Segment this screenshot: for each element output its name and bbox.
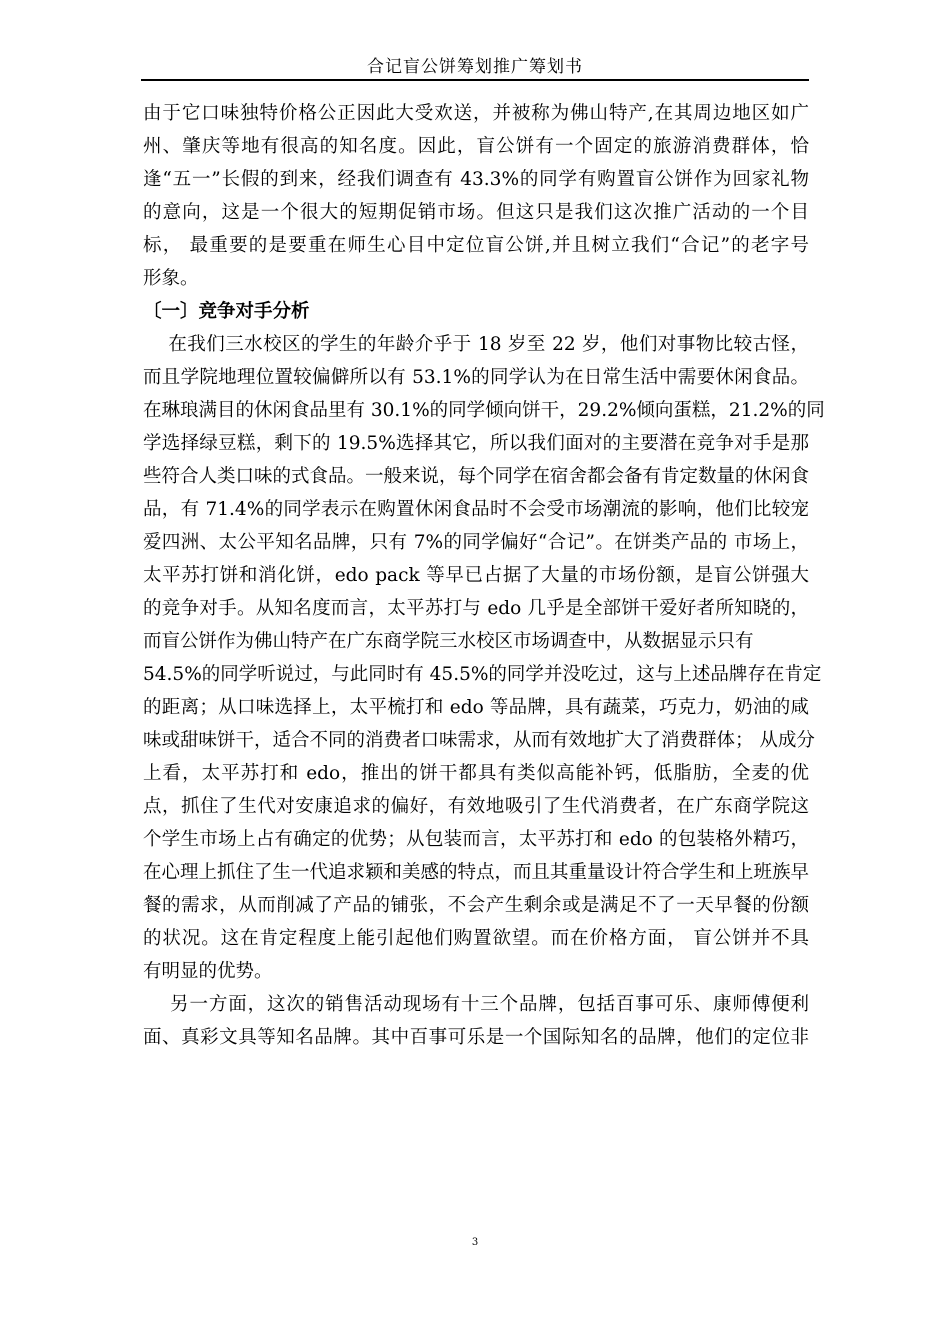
text-line: 在心理上抓住了生一代追求颖和美感的特点，而且其重量设计符合学生和上班族早 — [143, 862, 810, 883]
text-line: 而盲公饼作为佛山特产在广东商学院三水校区市场调查中，从数据显示只有 — [143, 631, 754, 652]
text-line: 学选择绿豆糕，剩下的 19.5%选择其它，所以我们面对的主要潜在竞争对手是那 — [143, 433, 809, 454]
text-line: 点，抓住了生代对安康追求的偏好，有效地吸引了生代消费者，在广东商学院这 — [143, 796, 809, 817]
page-number: 3 — [471, 1237, 479, 1248]
text-line: 味或甜味饼干，适合不同的消费者口味需求，从而有效地扩大了消费群体； 从成分 — [143, 730, 815, 751]
text-line: 标， 最重要的是要重在师生心目中定位盲公饼,并且树立我们“合记”的老字号 — [143, 235, 809, 256]
text-line: 有明显的优势。 — [143, 961, 273, 982]
text-line: 面、真彩文具等知名品牌。其中百事可乐是一个国际知名的品牌，他们的定位非 — [143, 1027, 809, 1048]
header-rule — [141, 79, 809, 81]
text-line: 的竞争对手。从知名度而言，太平苏打与 edo 几乎是全部饼干爱好者所知晓的， — [143, 598, 809, 619]
text-line: 品，有 71.4%的同学表示在购置休闲食品时不会受市场潮流的影响，他们比较宠 — [143, 499, 809, 520]
text-line: 的距离；从口味选择上，太平梳打和 edo 等品牌，具有蔬菜，巧克力，奶油的咸 — [143, 697, 809, 718]
text-line: 的意向，这是一个很大的短期促销市场。但这只是我们这次推广活动的一个目 — [143, 202, 809, 223]
text-line: 另一方面，这次的销售活动现场有十三个品牌，包括百事可乐、康师傅便利 — [143, 994, 809, 1015]
text-line: 餐的需求，从而削减了产品的铺张，不会产生剩余或是满足不了一天早餐的份额 — [143, 895, 809, 916]
text-line: 逢“五一”长假的到来，经我们调查有 43.3%的同学有购置盲公饼作为回家礼物 — [143, 169, 809, 190]
running-header: 合记盲公饼筹划推广筹划书 — [367, 57, 583, 77]
text-line: 在琳琅满目的休闲食品里有 30.1%的同学倾向饼干，29.2%倾向蛋糕，21.2%的同 — [143, 400, 825, 421]
text-line: 太平苏打饼和消化饼，edo pack 等早已占据了大量的市场份额，是盲公饼强大 — [143, 565, 809, 586]
text-line: 54.5%的同学听说过，与此同时有 45.5%的同学并没吃过，这与上述品牌存在肯定 — [143, 664, 822, 685]
text-line: 个学生市场上占有确定的优势；从包装而言，太平苏打和 edo 的包装格外精巧， — [143, 829, 809, 850]
text-line: 在我们三水校区的学生的年龄介乎于 18 岁至 22 岁，他们对事物比较古怪， — [143, 334, 809, 355]
section-heading: 〔一〕竞争对手分析 — [143, 301, 310, 322]
text-line: 而且学院地理位置较偏僻所以有 53.1%的同学认为在日常生活中需要休闲食品。 — [143, 367, 809, 388]
text-line: 些符合人类口味的式食品。一般来说，每个同学在宿舍都会备有肯定数量的休闲食 — [143, 466, 810, 487]
text-line: 爱四洲、太公平知名品牌，只有 7%的同学偏好“合记”。在饼类产品的 市场上， — [143, 532, 809, 553]
text-line: 州、肇庆等地有很高的知名度。因此，盲公饼有一个固定的旅游消费群体，恰 — [143, 136, 809, 157]
text-line: 形象。 — [143, 268, 199, 289]
text-line: 由于它口味独特价格公正因此大受欢送，并被称为佛山特产,在其周边地区如广 — [143, 103, 809, 124]
text-line: 的状况。这在肯定程度上能引起他们购置欲望。而在价格方面， 盲公饼并不具 — [143, 928, 809, 949]
text-line: 上看，太平苏打和 edo，推出的饼干都具有类似高能补钙，低脂肪，全麦的优 — [143, 763, 809, 784]
